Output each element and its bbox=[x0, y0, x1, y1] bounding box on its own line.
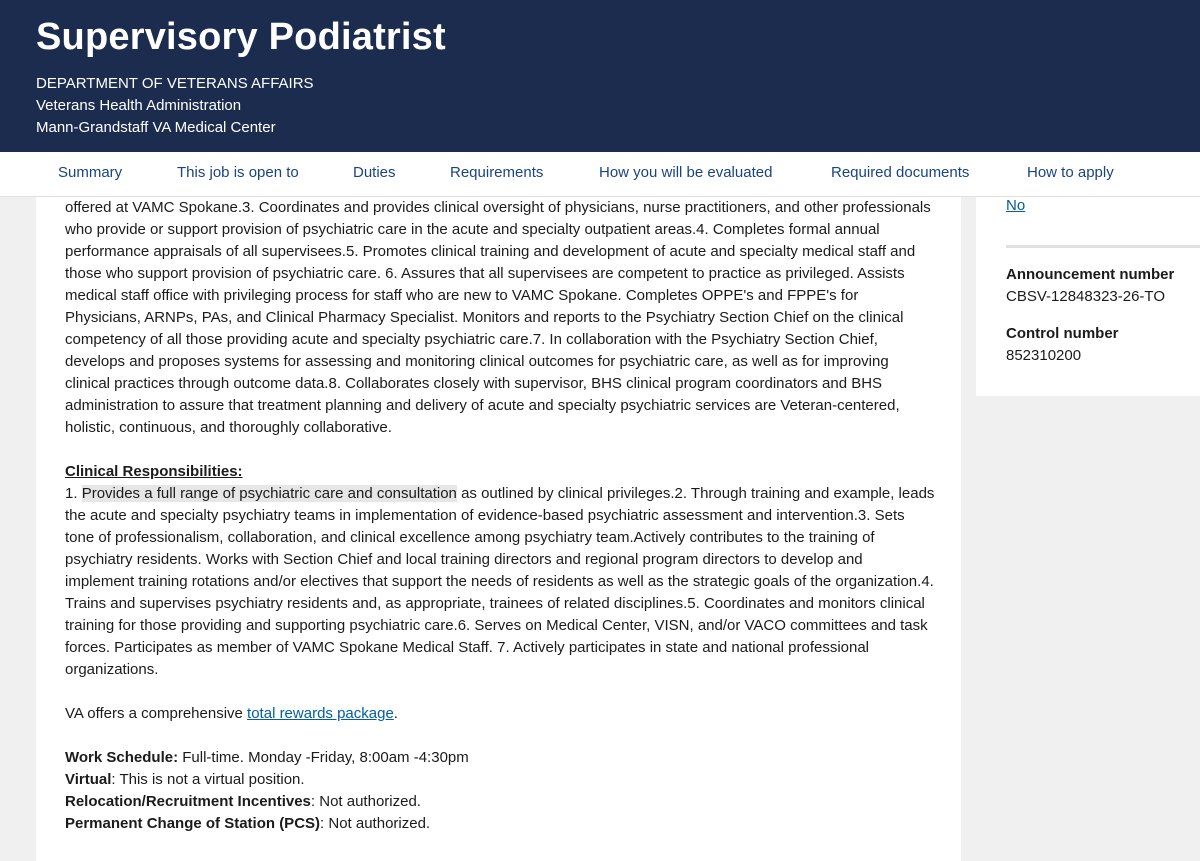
highlighted-text: Provides a full range of psychiatric care and consultation bbox=[81, 485, 457, 502]
clinical-heading: Clinical Responsibilities: bbox=[65, 463, 243, 480]
pcs-value: : Not authorized. bbox=[320, 815, 431, 832]
relocation-info bbox=[65, 791, 935, 813]
duties-content bbox=[65, 197, 935, 835]
work-schedule bbox=[65, 747, 935, 769]
relocation-label: Relocation/Recruitment Incentives bbox=[65, 793, 311, 810]
tab-duties[interactable]: Duties bbox=[353, 164, 396, 181]
agency-name: Veterans Health Administration bbox=[36, 97, 242, 114]
rewards-suffix: . bbox=[393, 705, 398, 722]
announcement-number-value: CBSV-12848323-26-TO bbox=[1006, 288, 1165, 305]
clinical-prefix: 1. bbox=[65, 485, 82, 502]
duties-panel bbox=[36, 197, 961, 861]
agency-block bbox=[36, 73, 314, 139]
page-header bbox=[0, 0, 1200, 152]
clinical-rest: as outlined by clinical privileges.2. Through training and example, leads the acute and specialty psychiatry teams in implementation of evidence-based psychiatric assessment and intervention.3. Sets tone of professionalism, collaboration, and clinical excellence among psychiatry team.Actively contributes to the training of psychiatry residents. Works with Section Chief and local training directors and regional program directors to develop and implement training rotations and/or electives that support the needs of residents as well as the strategic goals of the organization.4. Trains and supervises psychiatry residents and, as appropriate, trainees of related disciplines.5. Coordinates and monitors clinical training for those providing and supporting psychiatric care.6. Serves on Medical Center, VISN, and/or VACO committees and task forces. Participates as member of VAMC Spokane Medical Staff. 7. Actively participates in state and national professional organizations. bbox=[65, 485, 935, 678]
no-link[interactable]: No bbox=[1006, 197, 1026, 214]
virtual-info bbox=[65, 769, 935, 791]
clinical-paragraph bbox=[65, 483, 935, 681]
virtual-label: Virtual bbox=[65, 771, 112, 788]
tab-required-documents[interactable]: Required documents bbox=[831, 164, 970, 181]
control-number-label: Control number bbox=[1006, 325, 1119, 342]
rewards-line bbox=[65, 703, 935, 725]
page-title: Supervisory Podiatrist bbox=[36, 16, 446, 58]
rewards-prefix: VA offers a comprehensive bbox=[65, 705, 248, 722]
work-schedule-label: Work Schedule: bbox=[65, 749, 179, 766]
section-nav bbox=[0, 152, 1200, 197]
control-number-value: 852310200 bbox=[1006, 347, 1082, 364]
sidebar-divider bbox=[1006, 245, 1200, 248]
tab-requirements[interactable]: Requirements bbox=[450, 164, 544, 181]
department-name: DEPARTMENT OF VETERANS AFFAIRS bbox=[36, 75, 314, 92]
work-schedule-value: Full-time. Monday -Friday, 8:00am -4:30pm bbox=[178, 749, 469, 766]
overview-sidebar bbox=[976, 197, 1200, 396]
relocation-value: : Not authorized. bbox=[310, 793, 421, 810]
tab-evaluation[interactable]: How you will be evaluated bbox=[599, 164, 773, 181]
duties-paragraph: offered at VAMC Spokane.3. Coordinates and provides clinical oversight of physicians, nurse practitioners, and other professionals who provide or support provision of psychiatric care in the acute and specialty outpatient areas.4. Completes formal annual performance appraisals of all supervisees.5. Promotes clinical training and development of acute and specialty medical staff and those who support provision of psychiatric care. 6. Assures that all supervisees are competent to practice as privileged. Assists medical staff office with privileging process for staff who are new to VAMC Spokane. Completes OPPE's and FPPE's for Physicians, ARNPs, PAs, and Clinical Pharmacy Specialist. Monitors and reports to the Psychiatry Section Chief on the clinical competency of all those providing acute and specialty psychiatric care.7. In collaboration with the Psychiatry Section Chief, develops and proposes systems for assessing and monitoring clinical outcomes for psychiatric care, as well as for improving clinical practices through outcome data.8. Collaborates closely with supervisor, BHS clinical program coordinators and BHS administration to assure that treatment planning and delivery of acute and specialty psychiatric services are Veteran-centered, holistic, continuous, and thoroughly collaborative. bbox=[65, 199, 931, 436]
total-rewards-link[interactable]: total rewards package bbox=[247, 705, 394, 722]
virtual-value: : This is not a virtual position. bbox=[111, 771, 305, 788]
announcement-number-label: Announcement number bbox=[1006, 266, 1175, 283]
tab-how-to-apply[interactable]: How to apply bbox=[1027, 164, 1114, 181]
tab-summary[interactable]: Summary bbox=[58, 164, 123, 181]
tab-open-to[interactable]: This job is open to bbox=[177, 164, 299, 181]
pcs-info bbox=[65, 813, 935, 835]
pcs-label: Permanent Change of Station (PCS) bbox=[65, 815, 321, 832]
location-name: Mann-Grandstaff VA Medical Center bbox=[36, 119, 276, 136]
